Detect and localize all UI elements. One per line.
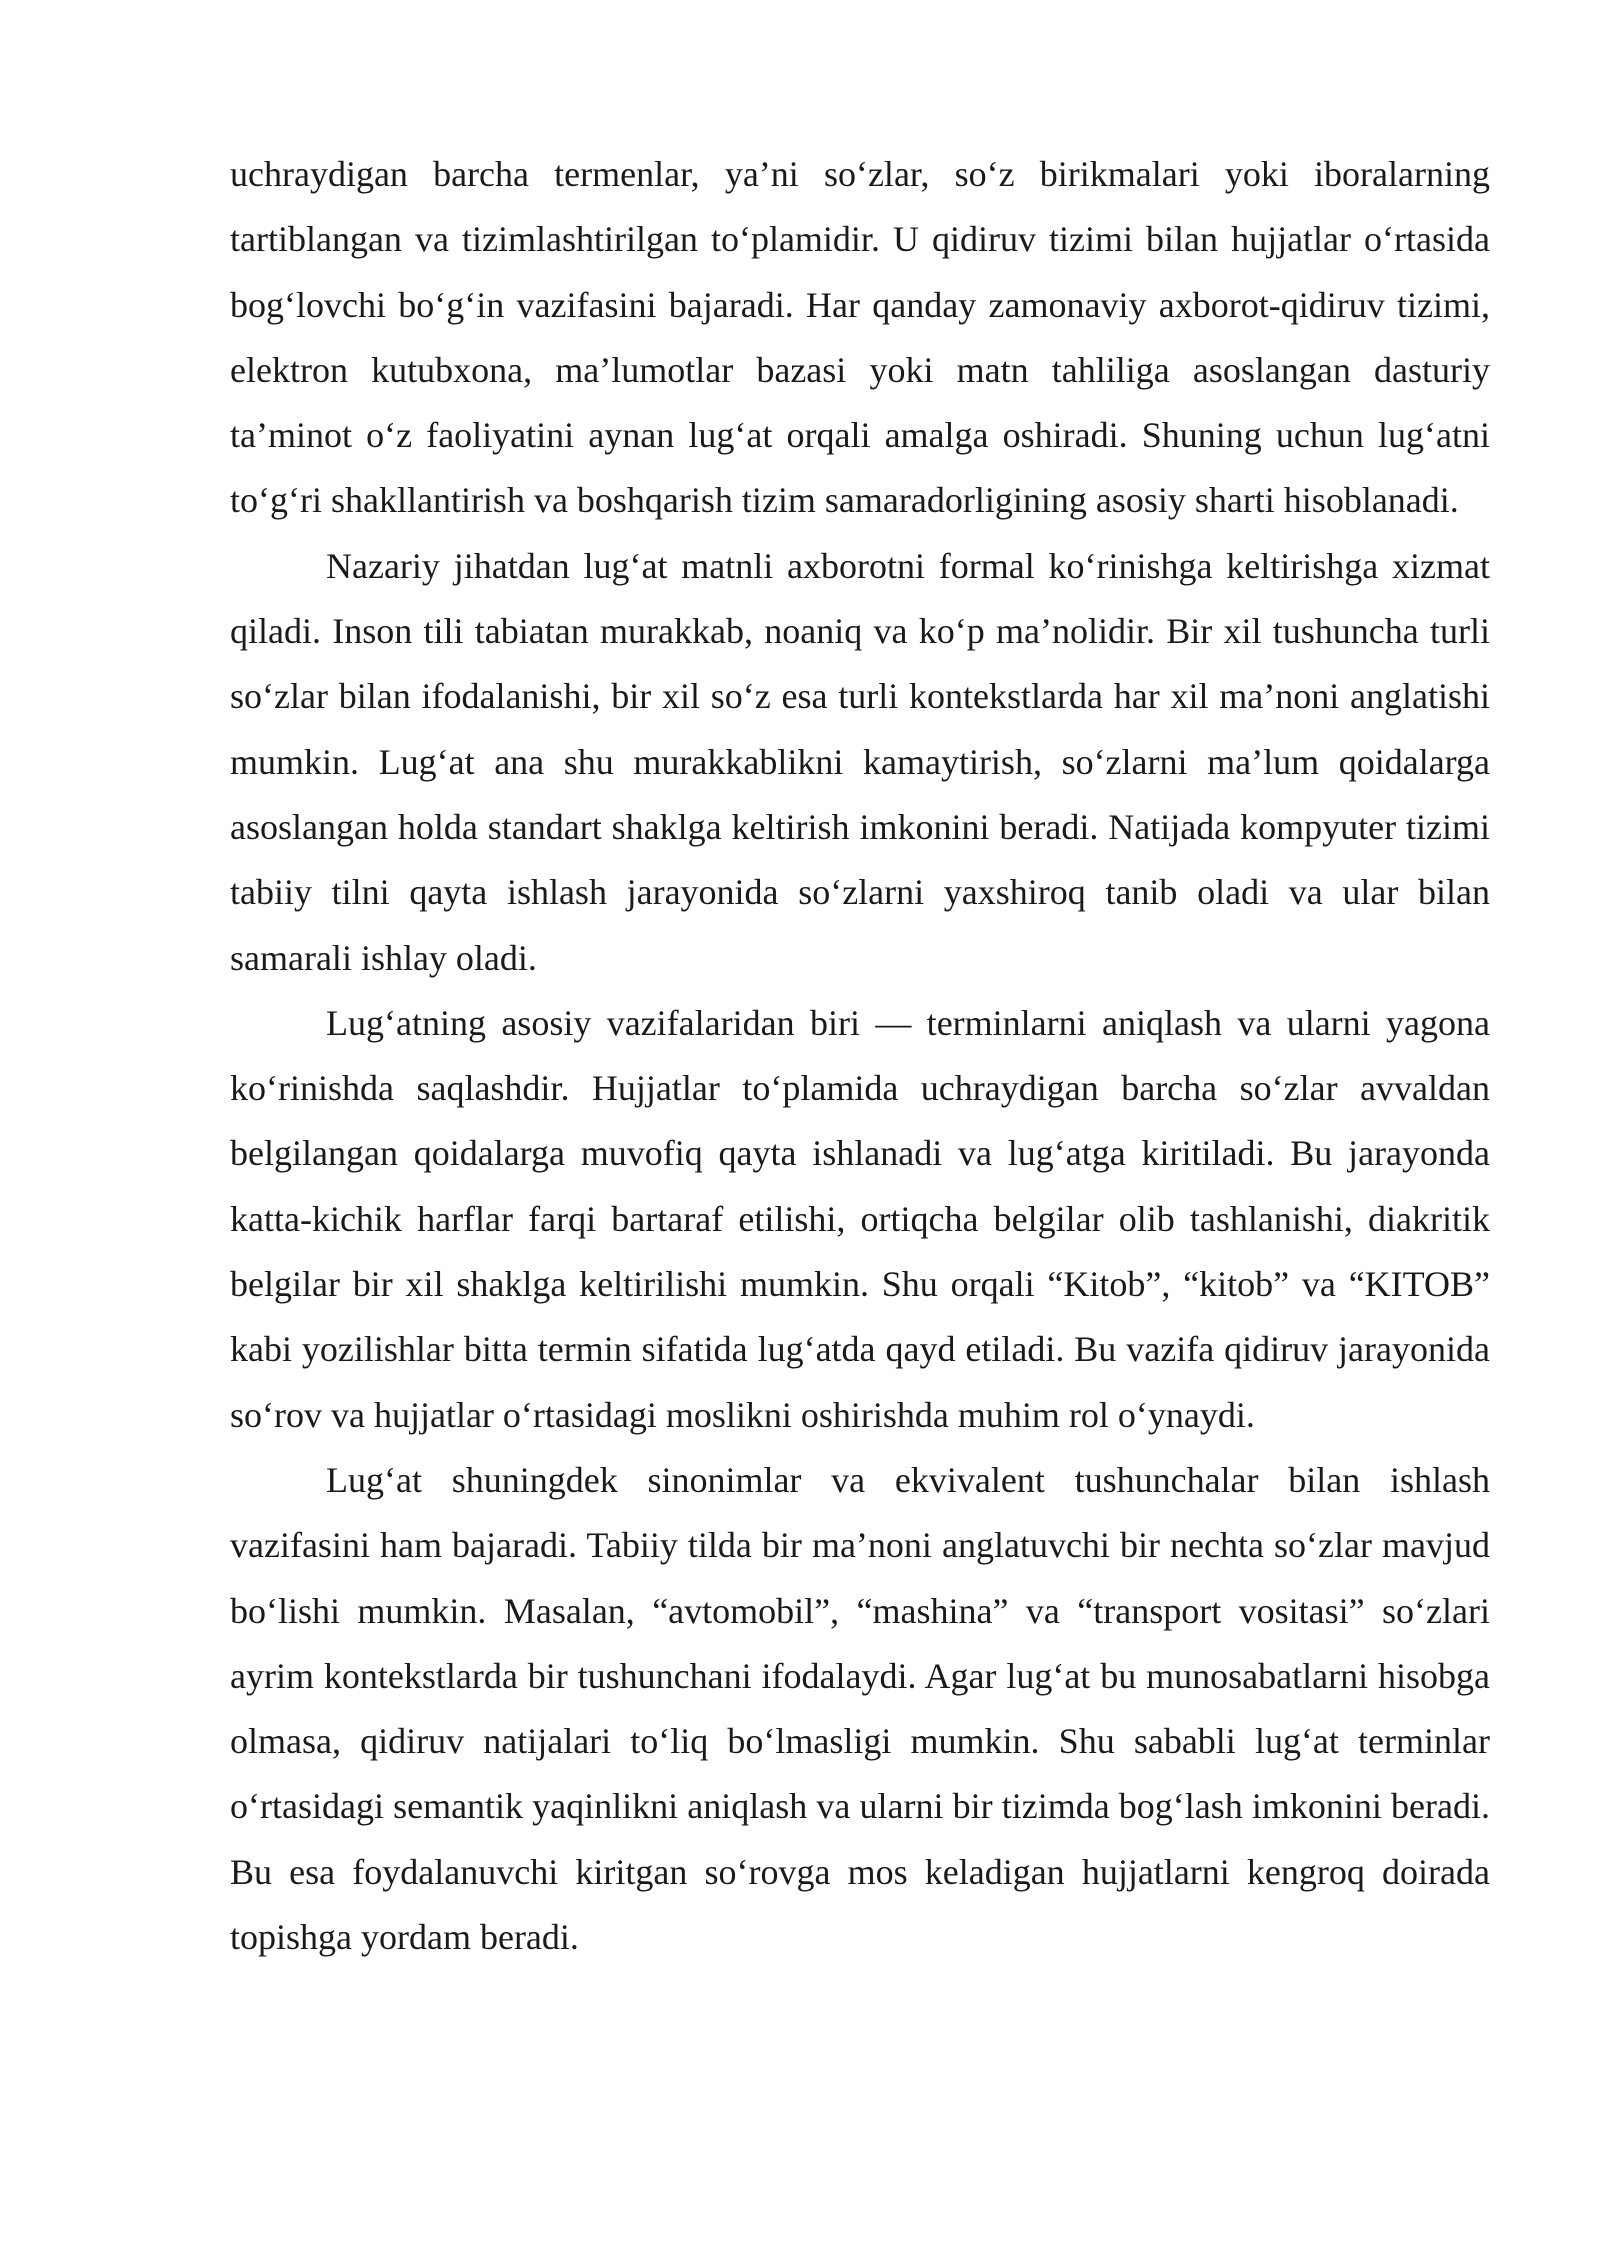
paragraph-synonyms: Lug‘at shuningdek sinonimlar va ekvivalent tushunchalar bilan ishlash vazifasini ham bajaradi. Tabiiy tilda bir ma’noni anglatuvchi bir nechta so‘zlar mavjud bo‘lishi mumkin. Masalan, “avtomobil”, “mashina” va “transport vositasi” so‘zlari ayrim kontekstlarda bir tushunchani ifodalaydi. Agar lug‘at bu munosabatlarni hisobga olmasa, qidiruv natijalari to‘liq bo‘lmasligi mumkin. Shu sababli lug‘at terminlar o‘rtasidagi semantik yaqinlikni aniqlash va ularni bir tizimda bog‘lash imkonini beradi. Bu esa foydalanuvchi kiritgan so‘rovga mos keladigan hujjatlarni kengroq doirada topishga yordam beradi. (230, 1459, 1490, 1958)
document-page (230, 142, 1490, 1970)
paragraph-theory: Nazariy jihatdan lug‘at matnli axborotni formal ko‘rinishga keltirishga xizmat qiladi. Inson tili tabiatan murakkab, noaniq va ko‘p ma’nolidir. Bir xil tushuncha turli so‘zlar bilan ifodalanishi, bir xil so‘z esa turli kontekstlarda har xil ma’noni anglatishi mumkin. Lug‘at ana shu murakkablikni kamaytirish, so‘zlarni ma’lum qoidalarga asoslangan holda standart shaklga keltirish imkonini beradi. Natijada kompyuter tizimi tabiiy tilni qayta ishlash jarayonida so‘zlarni yaxshiroq tanib oladi va ular bilan samarali ishlay oladi. (230, 545, 1490, 978)
paragraph-continuation: uchraydigan barcha termenlar, ya’ni so‘zlar, so‘z birikmalari yoki iboralarning tartiblangan va tizimlashtirilgan to‘plamidir. U qidiruv tizimi bilan hujjatlar o‘rtasida bog‘lovchi bo‘g‘in vazifasini bajaradi. Har qanday zamonaviy axborot-qidiruv tizimi, elektron kutubxona, ma’lumotlar bazasi yoki matn tahliliga asoslangan dasturiy ta’minot o‘z faoliyatini aynan lug‘at orqali amalga oshiradi. Shuning uchun lug‘atni to‘g‘ri shakllantirish va boshqarish tizim samaradorligining asosiy sharti hisoblanadi. (230, 154, 1490, 521)
paragraph-term-normalization: Lug‘atning asosiy vazifalaridan biri — terminlarni aniqlash va ularni yagona ko‘rinishda saqlashdir. Hujjatlar to‘plamida uchraydigan barcha so‘zlar avvaldan belgilangan qoidalarga muvofiq qayta ishlanadi va lug‘atga kiritiladi. Bu jarayonda katta-kichik harflar farqi bartaraf etilishi, ortiqcha belgilar olib tashlanishi, diakritik belgilar bir xil shaklga keltirilishi mumkin. Shu orqali “Kitob”, “kitob” va “KITOB” kabi yozilishlar bitta termin sifatida lug‘atda qayd etiladi. Bu vazifa qidiruv jarayonida so‘rov va hujjatlar o‘rtasidagi moslikni oshirishda muhim rol o‘ynaydi. (230, 1002, 1490, 1435)
